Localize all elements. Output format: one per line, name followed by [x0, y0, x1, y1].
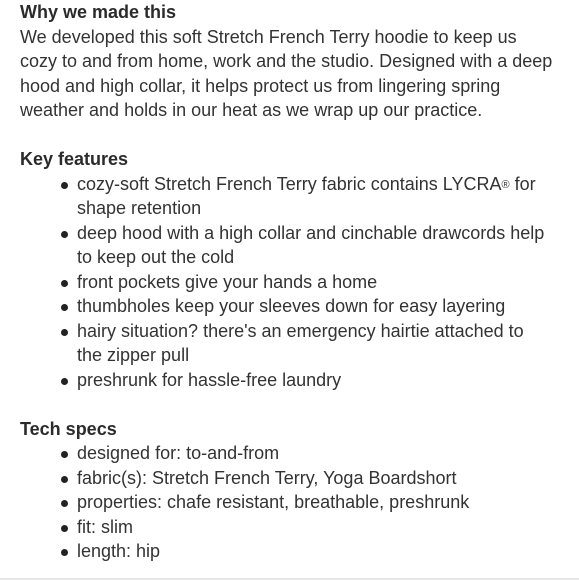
bullet-icon	[61, 476, 68, 483]
feature-text: front pockets give your hands a home	[77, 271, 378, 292]
why-body: We developed this soft Stretch French Terry hoodie to keep us cozy to and from home, work and the studio. Designed with a deep hood and high collar, it helps protect us from lingering spring weather and holds in our heat as we wrap up our practice.	[20, 26, 553, 120]
list-item	[77, 368, 549, 393]
specs-list	[20, 441, 579, 564]
list-item	[77, 466, 549, 491]
bullet-icon	[61, 280, 68, 287]
bullet-icon	[61, 231, 68, 238]
feature-text: hairy situation? there's an emergency hairtie attached to the zipper pull	[77, 320, 524, 365]
bullet-icon	[61, 182, 68, 189]
features-heading: Key features	[20, 149, 129, 169]
spec-text: designed for: to-and-from	[77, 443, 280, 463]
feature-text: deep hood with a high collar and cinchable drawcords help to keep out the cold	[77, 222, 545, 267]
list-item	[77, 270, 549, 295]
spacer	[20, 123, 579, 148]
why-heading: Why we made this	[20, 2, 177, 22]
list-item	[77, 319, 549, 368]
list-item	[77, 172, 549, 221]
spec-text: fabric(s): Stretch French Terry, Yoga Boardshort	[77, 467, 457, 488]
features-list	[20, 172, 579, 393]
bullet-icon	[61, 549, 68, 556]
specs-heading: Tech specs	[20, 418, 117, 439]
bullet-icon	[61, 500, 68, 507]
bullet-icon	[61, 525, 68, 532]
why-we-made-this-section	[20, 0, 579, 123]
list-item	[77, 539, 549, 564]
feature-text: cozy-soft Stretch French Terry fabric contains LYCRA	[77, 173, 502, 194]
list-item	[77, 515, 549, 540]
key-features-section	[20, 147, 579, 392]
list-item	[77, 490, 549, 515]
spec-text: length: hip	[77, 541, 161, 561]
spacer	[20, 392, 579, 417]
tech-specs-section	[20, 417, 579, 564]
list-item	[77, 441, 549, 466]
registered-mark: ®	[501, 178, 510, 191]
bullet-icon	[61, 304, 68, 311]
list-item	[77, 294, 549, 319]
bullet-icon	[61, 451, 68, 458]
feature-text: preshrunk for hassle-free laundry	[77, 369, 342, 390]
bullet-icon	[61, 329, 68, 336]
feature-text-tail: for shape retention	[77, 173, 536, 218]
feature-text: thumbholes keep your sleeves down for easy layering	[77, 296, 506, 316]
bullet-icon	[61, 378, 68, 385]
list-item	[77, 221, 549, 270]
spec-text: properties: chafe resistant, breathable, preshrunk	[77, 492, 470, 512]
spec-text: fit: slim	[77, 516, 133, 537]
